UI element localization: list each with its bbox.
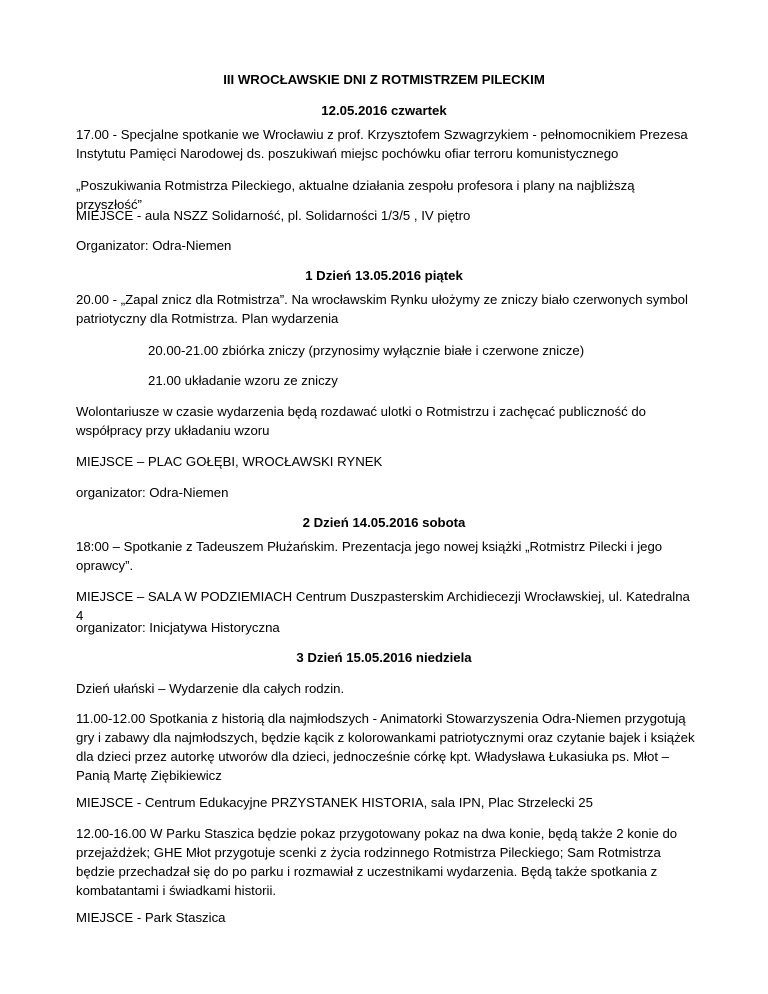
day0-place: MIEJSCE - aula NSZZ Solidarność, pl. Solidarności 1/3/5 , IV piętro xyxy=(76,208,471,223)
day1-heading: 1 Dzień 13.05.2016 piątek xyxy=(305,268,463,283)
day1-place: MIEJSCE – PLAC GOŁĘBI, WROCŁAWSKI RYNEK xyxy=(76,454,383,469)
day3-event-1: 11.00-12.00 Spotkania z historią dla najmłodszych - Animatorki Stowarzyszenia Odra-Niemen przygotują gry i zabawy dla najmłodszych, będzie kącik z kolorowankami patriotycznymi oraz czytanie bajek i książek dla dzieci przez autorkę utworów dla dzieci, jednocześnie córkę kpt. Władysława Łukasiuka ps. Młot – Panią Martę Ziębikiewicz xyxy=(76,711,695,783)
day1-volunteers: Wolontariusze w czasie wydarzenia będą rozdawać ulotki o Rotmistrzu i zachęcać publiczność do współpracy przy układaniu wzoru xyxy=(76,404,647,438)
day3-heading: 3 Dzień 15.05.2016 niedziela xyxy=(296,650,472,665)
day2-heading: 2 Dzień 14.05.2016 sobota xyxy=(302,515,466,530)
day2-place: MIEJSCE – SALA W PODZIEMIACH Centrum Duszpasterskim Archidiecezji Wrocławskiej, ul. Katedralna 4 xyxy=(76,589,690,623)
day3-intro: Dzień ułański – Wydarzenie dla całych rodzin. xyxy=(76,681,345,696)
day0-lecture-title: „Poszukiwania Rotmistrza Pileckiego, aktualne działania zespołu profesora i plany na najbliższą przyszłość” xyxy=(76,178,635,212)
day2-event: 18:00 – Spotkanie z Tadeuszem Płużańskim. Prezentacja jego nowej książki „Rotmistrz Pilecki i jego oprawcy”. xyxy=(76,539,663,573)
day0-organizer: Organizator: Odra-Niemen xyxy=(76,238,232,253)
day0-event: 17.00 - Specjalne spotkanie we Wrocławiu z prof. Krzysztofem Szwagrzykiem - pełnomocnikiem Prezesa Instytutu Pamięci Narodowej ds. poszukiwań miejsc pochówku ofiar terroru komunistycznego xyxy=(76,127,688,161)
day1-plan-item-1: 20.00-21.00 zbiórka zniczy (przynosimy wyłącznie białe i czerwone znicze) xyxy=(148,343,585,358)
day2-organizer: organizator: Inicjatywa Historyczna xyxy=(76,620,280,635)
day3-event-2: 12.00-16.00 W Parku Staszica będzie pokaz przygotowany pokaz na dwa konie, będą także 2 konie do przejażdżek; GHE Młot przygotuje scenki z życia rodzinnego Rotmistrza Pileckiego; Sam Rotmistrza będzie przechadzał się do po parku i rozmawiał z uczestnikami wydarzenia. Będą także spotkania z kombatantami i świadkami historii. xyxy=(76,826,678,898)
day1-organizer: organizator: Odra-Niemen xyxy=(76,485,229,500)
day0-heading: 12.05.2016 czwartek xyxy=(321,103,447,118)
document-title: III WROCŁAWSKIE DNI Z ROTMISTRZEM PILECKIM xyxy=(223,72,545,87)
day1-plan-item-2: 21.00 układanie wzoru ze zniczy xyxy=(148,373,338,388)
day3-place-2: MIEJSCE - Park Staszica xyxy=(76,910,226,925)
day1-event: 20.00 - „Zapal znicz dla Rotmistrza”. Na wrocławskim Rynku ułożymy ze zniczy biało czerwonych symbol patriotyczny dla Rotmistrza. Plan wydarzenia xyxy=(76,292,688,326)
day3-place-1: MIEJSCE - Centrum Edukacyjne PRZYSTANEK HISTORIA, sala IPN, Plac Strzelecki 25 xyxy=(76,795,593,810)
